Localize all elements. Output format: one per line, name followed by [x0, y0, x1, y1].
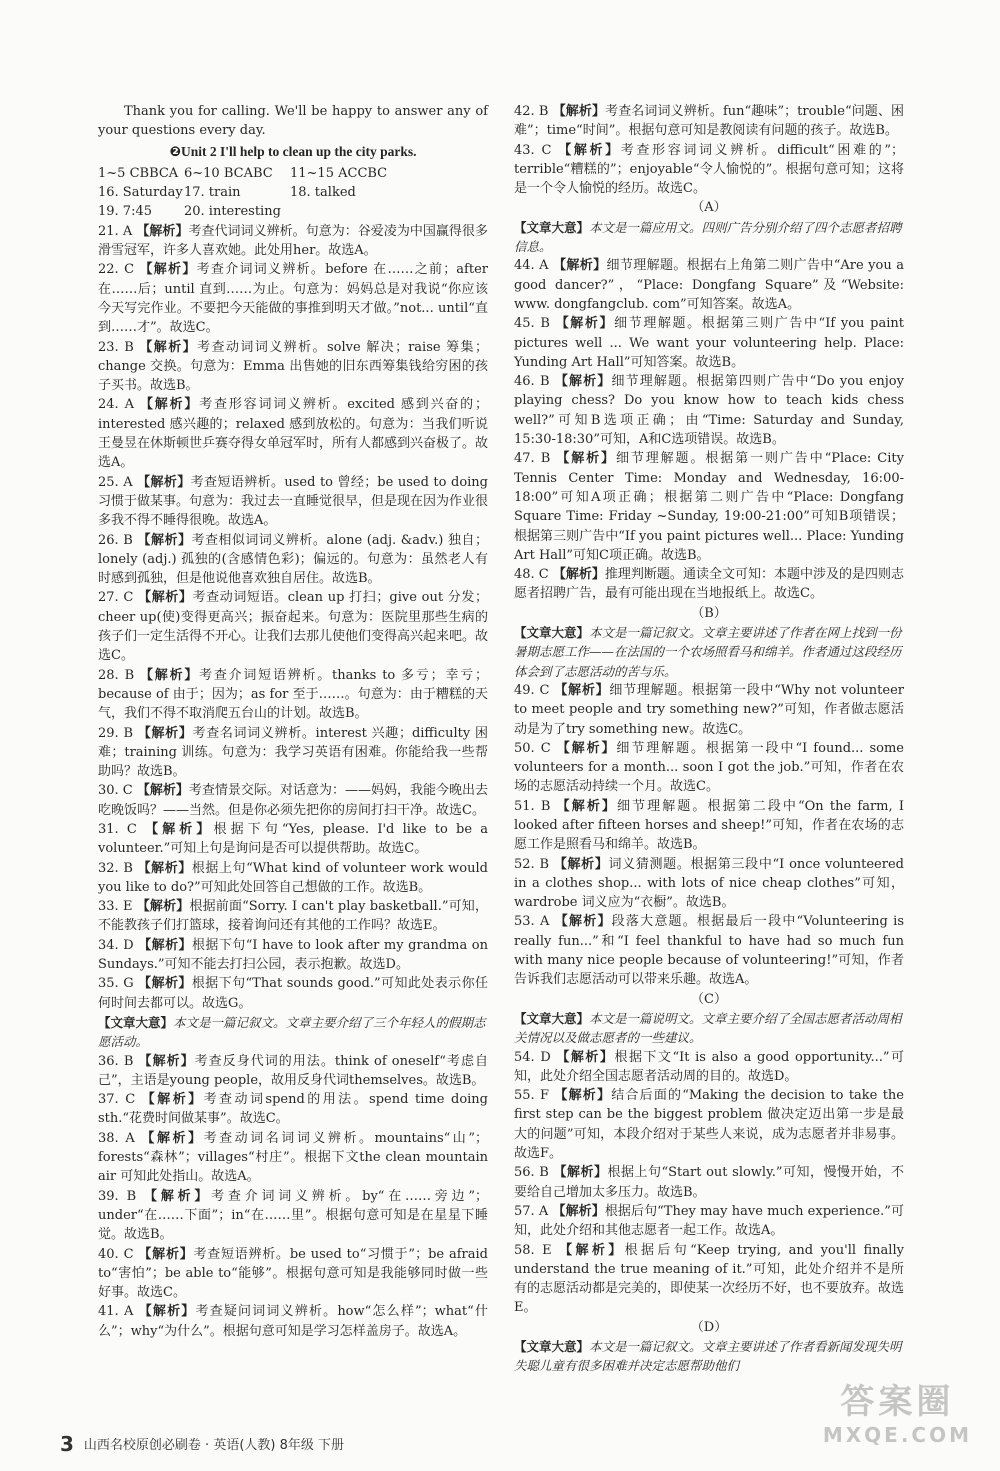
answer-item: [514, 912, 904, 989]
answer-item: [514, 1202, 904, 1241]
answer-number: 36. B: [98, 1053, 139, 1069]
analysis-tag: 【解析】: [136, 783, 189, 799]
answer-explanation: 考查反身代词的用法。think of oneself“考虑自己”，主语是young people，故用反身代词themselves。故选B。: [98, 1053, 488, 1088]
analysis-tag: 【解析】: [558, 142, 621, 158]
answer-number: 48. C: [514, 567, 553, 583]
answer-number: 57. A: [514, 1203, 553, 1219]
page-footer: [60, 1432, 344, 1456]
analysis-tag: 【解析】: [137, 532, 192, 548]
answer-number: 24. A: [98, 397, 140, 413]
answer-explanation: 考查动词名词词义辨析。mountains“山”；forests“森林”；villages“村庄”。根据下文the clean mountain air 可知此处指山。故选A。: [98, 1130, 488, 1185]
answer-number: 53. A: [514, 914, 555, 930]
answer-key-row: [98, 202, 488, 221]
answer-item: [514, 739, 904, 797]
analysis-tag: 【解析】: [553, 856, 609, 872]
answer-number: 58. E: [514, 1242, 560, 1258]
answer-explanation: 考查疑问词词义辨析。how“怎么样”；what“什么”；why“为什么”。根据句意可知是学习怎样盖房子。故选A。: [98, 1304, 488, 1339]
answer-item: [98, 260, 488, 337]
answer-number: 33. E: [98, 899, 137, 915]
answer-number: 54. D: [514, 1049, 557, 1065]
answer-explanation: 根据下文“It is also a good opportunity...”可知，此处介绍全国志愿者活动周的目的。故选D。: [514, 1049, 904, 1084]
summary-b: 【文章大意】本文是一篇记叙文。文章主要讲述了作者在网上找到一份暑期志愿工作——在法国的一个农场照看马和绵羊。作者通过这段经历体会到了志愿活动的苦与乐。: [514, 625, 902, 679]
answer-explanation: 根据前面“Sorry. I can't play basketball.”可知，不能教孩子们打篮球，接着询问还有其他的工作吗？故选E。: [98, 899, 488, 934]
analysis-tag: 【解析】: [137, 725, 193, 741]
answer-number: 56. B: [514, 1165, 554, 1181]
analysis-tag: 【解析】: [137, 860, 192, 876]
analysis-tag: 【解析】: [553, 258, 607, 274]
answer-explanation: 根据后句“They may have much experience.”可知，此处介绍和其他志愿者一起工作。故选A。: [514, 1203, 904, 1239]
answer-explanation: 考查名词词义辨析。interest 兴趣；difficulty 困难；training 训练。句意为：我学习英语有困难。你能给我一些帮助吗？故选B。: [98, 725, 488, 780]
analysis-tag: 【解析】: [136, 223, 189, 239]
answer-explanation: 考查相似词词义辨析。alone (adj. &adv.) 独自；lonely (adj.) 孤独的(含感情色彩)；偏远的。句意为：虽然老人有时感到孤独，但是他说他喜欢独自居住。故选B。: [98, 532, 488, 587]
answer-item: [514, 855, 904, 913]
analysis-tag: 【解析】: [138, 1246, 194, 1262]
answers-54-58: [514, 1048, 904, 1318]
answer-explanation: 考查名词词义辨析。fun“趣味”；trouble“问题、困难”；time“时间”。根据句意可知是教阅读有问题的孩子。故选B。: [514, 104, 904, 139]
answer-item: [514, 256, 904, 314]
answer-number: 26. B: [98, 532, 138, 548]
answer-explanation: 考查形容词词义辨析。excited 感到兴奋的；interested 感兴趣的；relaxed 感到放松的。句意为：当我们听说王曼昱在休斯顿世乒赛夺得女单冠军时，所有人都感到兴奋极了。故选A。: [98, 397, 489, 471]
answer-item: [514, 1086, 904, 1163]
answer-item: [98, 724, 488, 782]
answer-explanation: 考查形容词词义辨析。difficult“困难的”；terrible“糟糕的”；enjoyable“令人愉悦的”。根据句意可知；这将是一个令人愉悦的经历。故选C。: [514, 142, 905, 197]
answer-explanation: 段落大意题。根据最后一段中“Volunteering is really fun...”和“I feel thankful to have had so much fun with many nice people because of volunteering!”可知，作者告诉我们志愿活动可以带来乐趣。故选A。: [514, 914, 904, 988]
answer-explanation: 细节理解题。根据右上角第二则广告中“Are you a good dancer?”，“Place: Dongfang Square”及“Website: www. dongfangclub. com”可知答案。故选A。: [514, 258, 904, 312]
intro-text: Thank you for calling. We'll be happy to answer any of your questions every day.: [98, 104, 488, 139]
answer-number: 37. C: [98, 1092, 142, 1108]
answer-key-cell: 19. 7:45: [98, 204, 152, 220]
analysis-tag: 【解析】: [138, 1304, 196, 1320]
analysis-tag: 【解析】: [556, 451, 616, 467]
answer-explanation: 根据上句“What kind of volunteer work would you like to do?”可知此处回答自己想做的工作。故选B。: [98, 860, 488, 895]
answer-number: 32. B: [98, 860, 138, 876]
watermark-bottom: MXQE.COM: [822, 1423, 972, 1447]
answer-key-cell: 16. Saturday: [98, 185, 183, 201]
answer-number: 28. B: [98, 667, 141, 683]
answer-explanation: 推理判断题。通读全文可知：本题中涉及的是四则志愿者招聘广告，最有可能出现在当地报纸上。故选C。: [514, 567, 904, 602]
answer-explanation: 考查短语辨析。used to 曾经；be used to doing 习惯于做某事。句意为：我过去一直睡觉很早，但是现在因为作业很多我不得不睡得很晚。故选A。: [98, 474, 489, 529]
answer-explanation: 根据下句“Yes, please. I'd like to be a volunteer.”可知上句是询问是否可以提供帮助。故选C。: [98, 821, 488, 857]
answer-explanation: 细节理解题。根据第一段中“Why not volunteer to meet people and try something new?”可知，作者做志愿活动是为了try something new。故选C。: [514, 682, 905, 737]
analysis-tag: 【解析】: [552, 567, 605, 583]
answer-item: [98, 781, 488, 820]
answer-explanation: 考查动词短语。clean up 打扫；give out 分发；cheer up(使)变得更高兴；振奋起来。句意为：医院里那些生病的孩子们一定生活得不开心。让我们去那儿使他们变得高兴起来吧。故选C。: [98, 590, 489, 664]
answer-explanation: 细节理解题。根据第一段中“I found... some volunteers for a month... soon I got the job.”可知，作者在农场的志愿活动持续一个月。故选C。: [514, 740, 904, 795]
answer-item: [514, 565, 904, 604]
answer-number: 34. D: [98, 937, 139, 953]
answer-explanation: 考查动词词义辨析。solve 解决；raise 筹集；change 交换。句意为：Emma 出售她的旧东西筹集钱给穷困的孩子买书。故选B。: [98, 339, 488, 394]
answer-key-row: [98, 164, 488, 183]
right-column: [514, 102, 904, 1376]
analysis-tag: 【解析】: [553, 1165, 608, 1181]
answer-number: 23. B: [98, 339, 140, 355]
answer-number: 31. C: [98, 821, 146, 837]
answer-item: [98, 395, 488, 472]
analysis-tag: 【解析】: [559, 1242, 625, 1258]
analysis-tag: 【解析】: [145, 821, 214, 837]
answer-item: [98, 1090, 488, 1129]
left-column: [98, 102, 488, 1341]
answer-item: [98, 936, 488, 975]
analysis-tag: 【解析】: [554, 682, 610, 698]
answer-number: 21. A: [98, 223, 137, 239]
answer-explanation: 考查介词词义辨析。by“在……旁边”；under“在……下面”；in“在……里”。根据句意可知是在星星下睡觉。故选B。: [98, 1188, 488, 1243]
analysis-tag: 【解析】: [555, 316, 615, 332]
answer-number: 30. C: [98, 783, 137, 799]
answer-explanation: 细节理解题。根据第一则广告中“Place: City Tennis Center Time: Monday and Wednesday, 16:00-18:00”可知A项正确；根据第二则广告中“Place: Dongfang Square Time: Friday ~Sunday, 19:00-21:00”可知B项错误；根据第三则广告中“If you paint pictures well... Place: Yunding Art Hall”可知C项正确。故选B。: [514, 451, 904, 563]
section-c-heading: （C）: [691, 991, 727, 1007]
answer-item: [98, 338, 488, 396]
answer-explanation: 结合后面的“Making the decision to take the first step can be the biggest problem 做决定迈出第一步是最大的问题”可知，本段介绍对于某些人来说，成为志愿者并非易事。故选F。: [514, 1088, 904, 1162]
answer-item: [514, 314, 904, 372]
analysis-tag: 【解析】: [554, 374, 612, 390]
answer-item: [98, 473, 488, 531]
analysis-tag: 【解析】: [139, 339, 198, 355]
answer-number: 55. F: [514, 1088, 555, 1104]
answer-explanation: 词义猜测题。根据第三段中“I once volunteered in a clothes shop... with lots of nice cheap clothes”可知，wardrobe 词义应为“衣橱”。故选B。: [514, 856, 904, 911]
section-d-heading: （D）: [690, 1319, 728, 1335]
answer-explanation: 根据后句“Keep trying, and you'll finally understand the true meaning of it.”可知，此处介绍并不是所有的志愿活动都是完美的，即使某一次经历不好，也不要放弃。故选E。: [514, 1242, 905, 1316]
summary-passage-1: 【文章大意】本文是一篇记叙文。文章主要介绍了三个年轻人的假期志愿活动。: [98, 1014, 486, 1050]
answer-item: [514, 797, 904, 855]
analysis-tag: 【解析】: [141, 1092, 204, 1108]
answer-number: 45. B: [514, 316, 556, 332]
answer-number: 44. A: [514, 258, 554, 274]
analysis-tag: 【解析】: [139, 397, 200, 413]
summary-c: 【文章大意】本文是一篇说明文。文章主要介绍了全国志愿者活动周相关情况以及做志愿者的一些建议。: [514, 1010, 902, 1046]
analysis-tag: 【解析】: [138, 976, 192, 992]
answer-key-cell: 6~10 BCABC: [184, 165, 273, 181]
answer-item: [514, 449, 904, 565]
answer-number: 46. B: [514, 374, 555, 390]
answer-number: 50. C: [514, 740, 557, 756]
answer-item: [98, 897, 488, 936]
analysis-tag: 【解析】: [554, 1088, 612, 1104]
answer-item: [98, 820, 488, 859]
analysis-tag: 【解析】: [552, 104, 606, 119]
watermark-logo: [823, 1374, 972, 1447]
answer-number: 41. A: [98, 1304, 139, 1320]
answer-key-cell: 20. interesting: [184, 204, 281, 220]
answer-explanation: 考查介词短语辨析。thanks to 多亏；幸亏；because of 由于；因为；as for 至于……。句意为：由于糟糕的天气，我们不得不取消爬五台山的计划。故选B。: [98, 667, 488, 722]
answers-42-43: [514, 102, 904, 198]
answer-key-row: [98, 183, 488, 202]
answer-number: 25. A: [98, 474, 138, 490]
answers-21-35: [98, 222, 488, 1013]
answer-item: [98, 1245, 488, 1303]
unit-title: Unit 2 I'll help to clean up the city parks.: [180, 143, 417, 159]
answer-item: [98, 531, 488, 589]
analysis-tag: 【解析】: [556, 798, 618, 814]
analysis-tag: 【解析】: [556, 740, 617, 756]
answer-explanation: 考查短语辨析。be used to“习惯于”；be afraid to“害怕”；be able to“能够”。根据句意可知是我能够同时做一些好事。故选C。: [98, 1246, 488, 1301]
analysis-tag: 【解析】: [138, 937, 192, 953]
analysis-tag: 【解析】: [137, 474, 191, 490]
answer-explanation: 细节理解题。根据第三则广告中“If you paint pictures well ... We want your volunteering help. Place: Yunding Art Hall”可知答案。故选B。: [514, 316, 904, 370]
analysis-tag: 【解析】: [138, 590, 193, 606]
answer-number: 43. C: [514, 142, 559, 158]
answer-item: [98, 974, 488, 1013]
answer-key-cell: 1~5 CBBCA: [98, 165, 179, 181]
answer-item: [98, 1129, 488, 1187]
answer-explanation: 细节理解题。根据第四则广告中“Do you enjoy playing chess? Do you know how to teach kids chess well?”可知B选项正确；由“Time: Saturday and Sunday, 15:30-18:30”可知，A和C选项错误。故选B。: [514, 374, 904, 448]
analysis-tag: 【解析】: [552, 1203, 605, 1219]
answer-explanation: 考查动词spend的用法。spend time doing sth.“花费时间做某事”。故选C。: [98, 1092, 488, 1127]
answer-explanation: 根据上句“Start out slowly.”可知，慢慢开始，不要给自己增加太多压力。故选B。: [514, 1165, 904, 1200]
answers-49-53: [514, 681, 904, 990]
answer-item: [514, 1163, 904, 1202]
answer-item: [98, 222, 488, 261]
page-number: 3: [60, 1432, 74, 1456]
answers-36-41: [98, 1052, 488, 1341]
answer-number: 40. C: [98, 1246, 139, 1262]
section-b-heading: （B）: [691, 605, 727, 621]
analysis-tag: 【解析】: [139, 262, 197, 278]
answer-number: 52. B: [514, 856, 554, 872]
answer-number: 49. C: [514, 682, 555, 698]
answer-item: [514, 102, 904, 141]
answer-number: 35. G: [98, 976, 139, 992]
answer-number: 22. C: [98, 262, 140, 278]
answer-item: [98, 859, 488, 898]
analysis-tag: 【解析】: [141, 1130, 204, 1146]
analysis-tag: 【解析】: [144, 1188, 212, 1204]
summary-d: 【文章大意】本文是一篇记叙文。文章主要讲述了作者看新闻发现失明失聪儿童有很多困难并决定志愿帮助他们: [514, 1339, 902, 1374]
answer-key-cell: 17. train: [184, 185, 241, 201]
unit-heading: [98, 142, 488, 162]
summary-a: 【文章大意】本文是一篇应用文。四则广告分别介绍了四个志愿者招聘信息。: [514, 219, 902, 255]
watermark-top: 答案圈: [840, 1382, 955, 1422]
analysis-tag: 【解析】: [138, 1053, 195, 1069]
answer-item: [98, 666, 488, 724]
analysis-tag: 【解析】: [556, 1049, 615, 1065]
answer-explanation: 根据下句“That sounds good.”可知此处表示你任何时间去都可以。故选G。: [98, 976, 488, 1011]
answer-key-grid: [98, 164, 488, 222]
answer-number: 38. A: [98, 1130, 142, 1146]
answer-key-cell: [290, 202, 410, 221]
answer-number: 47. B: [514, 451, 557, 467]
answer-number: 51. B: [514, 798, 557, 814]
footer-text: 山西名校原创必刷卷 · 英语(人教) 8年级 下册: [83, 1438, 344, 1453]
answer-explanation: 考查情景交际。对话意为：——妈妈，我能今晚出去吃晚饭吗？——当然。但是你必须先把你的房间打扫干净。故选C。: [98, 783, 488, 818]
analysis-tag: 【解析】: [140, 667, 200, 683]
answer-number: 27. C: [98, 590, 139, 606]
answer-item: [514, 141, 904, 199]
section-a-heading: （A）: [691, 200, 727, 216]
answers-44-48: [514, 256, 904, 603]
answer-item: [98, 1187, 488, 1245]
unit-bullet: ❷: [169, 143, 181, 160]
answer-number: 39. B: [98, 1188, 145, 1204]
answer-number: 29. B: [98, 725, 138, 741]
answer-explanation: 考查代词词义辨析。句意为：谷爱凌为中国赢得很多滑雪冠军，许多人喜欢她。此处用her。故选A。: [98, 223, 488, 259]
answer-explanation: 考查介词词义辨析。before 在……之前；after 在……后；until 直到……为止。句意为：妈妈总是对我说“你应该今天写完作业。不要把今天能做的事推到明天才做。”not... until“直到……才”。故选C。: [98, 262, 489, 336]
answer-item: [514, 372, 904, 449]
answer-explanation: 根据下句“I have to look after my grandma on Sundays.”可知不能去打扫公园，表示抱歉。故选D。: [98, 937, 488, 973]
analysis-tag: 【解析】: [554, 914, 612, 930]
answer-number: 42. B: [514, 104, 553, 119]
answer-item: [514, 1241, 904, 1318]
answer-item: [98, 1302, 488, 1341]
answer-item: [98, 588, 488, 665]
answer-key-cell: 18. talked: [290, 185, 356, 201]
answer-item: [514, 1048, 904, 1087]
answer-explanation: 细节理解题。根据第二段中“On the farm, I looked after fifteen horses and sheep!”可知，作者在农场的志愿工作是照看马和绵羊。故选B。: [514, 798, 904, 853]
answer-item: [514, 681, 904, 739]
answer-key-cell: 11~15 ACCBC: [290, 165, 388, 181]
answer-item: [98, 1052, 488, 1091]
analysis-tag: 【解析】: [136, 899, 190, 915]
